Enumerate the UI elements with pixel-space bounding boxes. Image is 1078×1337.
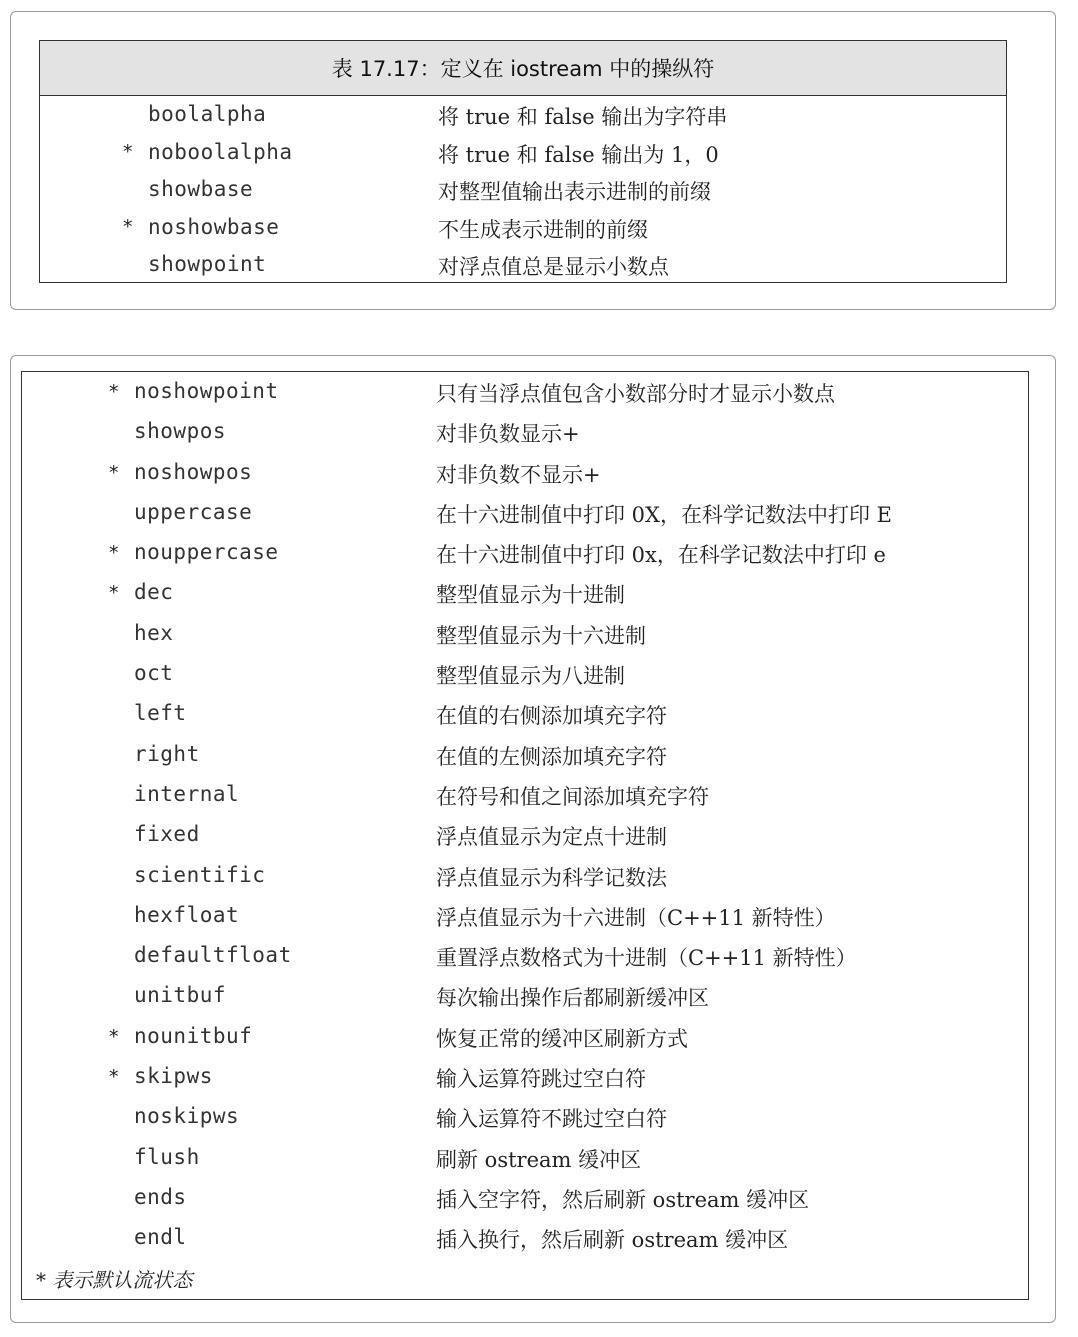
manipulator-description: 恢复正常的缓冲区刷新方式 [436,1026,688,1051]
default-marker: * [108,542,120,565]
manipulator-name: dec [134,580,174,605]
default-marker: * [108,381,120,403]
table-row [40,96,1006,134]
table-body-1 [40,96,1006,284]
table-row [22,694,1028,734]
manipulator-name: scientific [134,862,266,887]
table-title: 表 17.17：定义在 iostream 中的操纵符 [40,41,1006,96]
manipulator-description: 刷新 ostream 缓冲区 [436,1147,642,1172]
manipulator-name: defaultfloat [134,943,292,968]
manipulator-name: noshowpoint [134,379,279,403]
table-row [22,1178,1028,1218]
table-row [22,533,1028,573]
table-row [22,1017,1028,1057]
table-row [22,815,1028,855]
manipulator-name: noshowpos [134,459,253,484]
table-row [40,134,1006,172]
table-row [40,209,1006,247]
table-row [22,1097,1028,1137]
manipulator-name: ends [134,1184,187,1209]
manipulator-name: boolalpha [148,102,267,126]
table-row [22,735,1028,775]
manipulator-description: 整型值显示为八进制 [436,664,625,689]
manipulator-description: 不生成表示进制的前缀 [438,217,648,242]
manipulator-name: uppercase [134,499,253,524]
default-marker: * [108,1025,120,1048]
manipulator-name: endl [134,1225,187,1250]
manipulator-description: 插入换行，然后刷新 ostream 缓冲区 [436,1228,789,1253]
manipulator-description: 输入运算符不跳过空白符 [436,1107,667,1132]
default-marker: * [122,215,134,238]
manipulator-description: 对浮点值总是显示小数点 [438,255,669,280]
manipulator-name: flush [134,1144,200,1169]
table-row [22,1057,1028,1097]
manipulator-name: hexfloat [134,902,240,927]
manipulator-description: 输入运算符跳过空白符 [436,1067,646,1092]
manipulator-description: 将 true 和 false 输出为 1，0 [438,142,719,167]
manipulator-name: showbase [148,177,254,202]
table-row [22,493,1028,533]
table-row [40,246,1006,284]
manipulator-name: nouppercase [134,540,279,565]
table-footnote: * 表示默认流状态 [36,1268,193,1292]
manipulator-name: noshowbase [148,214,280,239]
manipulator-name: showpos [134,419,227,444]
manipulator-description: 对非负数显示+ [436,422,580,447]
table-row [22,453,1028,493]
manipulator-description: 在值的左侧添加填充字符 [436,744,667,769]
manipulator-description: 重置浮点数格式为十进制（C++11 新特性） [436,946,857,971]
table-row [22,573,1028,613]
default-marker: * [108,461,120,484]
table-row [22,412,1028,452]
table-row [22,775,1028,815]
manipulator-table-part-2 [21,371,1029,1300]
manipulator-description: 插入空字符，然后刷新 ostream 缓冲区 [436,1187,810,1212]
manipulator-name: nounitbuf [134,1023,253,1048]
manipulator-table-part-1 [39,40,1007,283]
table-card-2 [10,355,1056,1323]
manipulator-name: fixed [134,822,200,847]
manipulator-name: right [134,741,200,766]
manipulator-description: 对整型值输出表示进制的前缀 [438,180,711,205]
table-row [22,856,1028,896]
manipulator-description: 将 true 和 false 输出为字符串 [438,105,728,129]
manipulator-description: 在十六进制值中打印 0X，在科学记数法中打印 E [436,502,892,527]
manipulator-description: 在符号和值之间添加填充字符 [436,784,709,809]
table-row [22,896,1028,936]
manipulator-name: noboolalpha [148,139,293,164]
manipulator-description: 整型值显示为十六进制 [436,623,646,648]
table-row [22,1138,1028,1178]
manipulator-name: unitbuf [134,983,227,1008]
table-row [22,654,1028,694]
manipulator-name: left [134,701,187,726]
table-row [22,976,1028,1016]
manipulator-description: 对非负数不显示+ [436,462,601,487]
manipulator-description: 只有当浮点值包含小数部分时才显示小数点 [436,382,835,406]
default-marker: * [108,582,120,605]
table-row [22,614,1028,654]
default-marker: * [122,140,134,163]
manipulator-description: 在值的右侧添加填充字符 [436,704,667,729]
table-row [22,372,1028,412]
manipulator-description: 每次输出操作后都刷新缓冲区 [436,986,709,1011]
manipulator-name: oct [134,661,174,686]
manipulator-description: 浮点值显示为科学记数法 [436,865,667,890]
manipulator-name: hex [134,620,174,645]
table-body-2 [22,372,1028,1259]
manipulator-name: showpoint [148,252,267,277]
manipulator-name: noskipws [134,1104,240,1129]
manipulator-description: 浮点值显示为定点十进制 [436,825,667,850]
table-row [40,171,1006,209]
table-card-1 [10,11,1056,310]
table-row [22,936,1028,976]
default-marker: * [108,1066,120,1089]
manipulator-description: 整型值显示为十进制 [436,583,625,608]
manipulator-name: internal [134,781,240,806]
manipulator-description: 浮点值显示为十六进制（C++11 新特性） [436,905,836,930]
manipulator-description: 在十六进制值中打印 0x，在科学记数法中打印 e [436,543,886,568]
manipulator-name: skipws [134,1064,213,1089]
table-row [22,1218,1028,1258]
